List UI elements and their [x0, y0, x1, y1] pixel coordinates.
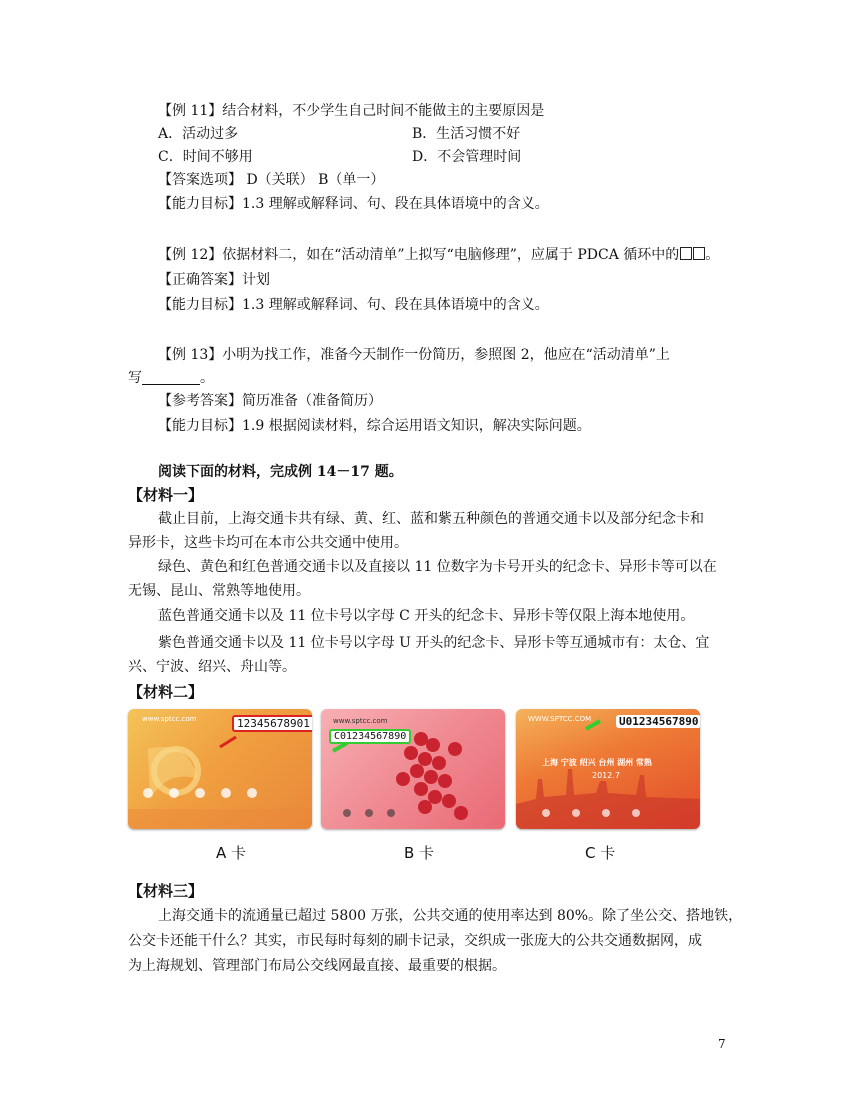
ex12-answer-label: 【正确答案】 — [158, 272, 242, 288]
ex11-answer-value: D（关联） B（单一） — [242, 172, 385, 188]
ex11-option-d: D．不会管理时间 — [412, 149, 522, 165]
ex13-ability-value: 1.9 根据阅读材料，综合运用语文知识，解决实际问题。 — [242, 418, 591, 434]
material1-title: 【材料一】 — [128, 486, 204, 504]
material1-p1-line2: 异形卡，这些卡均可在本市公共交通中使用。 — [128, 535, 408, 551]
ex12-stem — [158, 245, 719, 265]
card-b-artwork — [321, 709, 505, 829]
ex12-stem-period: 。 — [705, 247, 720, 263]
section-intro: 阅读下面的材料，完成例 14－17 题。 — [158, 464, 403, 480]
ex11-stem: 【例 11】结合材料，不少学生自己时间不能做主的主要原因是 — [158, 103, 545, 119]
material1-p1-line1: 截止目前，上海交通卡共有绿、黄、红、蓝和紫五种颜色的普通交通卡以及部分纪念卡和 — [158, 511, 704, 527]
material2-title: 【材料二】 — [128, 683, 204, 701]
ex11-answer-label: 【答案选项】 — [158, 172, 242, 188]
material1-p4-line2: 兴、宁波、绍兴、舟山等。 — [128, 659, 296, 675]
ex13-stem-pre: 写 — [128, 370, 142, 386]
card-a-caption: A 卡 — [216, 844, 247, 862]
card-c-date: 2012.7 — [592, 771, 620, 780]
card-a-number: 12345678901 — [232, 715, 312, 732]
card-c-cities: 上海 宁波 绍兴 台州 湖州 常熟 — [542, 758, 652, 767]
ex13-stem-line2 — [128, 368, 214, 388]
transit-card-c — [516, 709, 700, 829]
ex11-ability-label: 【能力目标】 — [158, 196, 242, 212]
card-c-number: U01234567890 — [616, 715, 700, 728]
ex11-answer — [158, 170, 384, 190]
material3-title: 【材料三】 — [128, 882, 204, 900]
ex13-stem-post: 。 — [200, 370, 214, 386]
ex11-option-a: A．活动过多 — [158, 126, 239, 142]
card-a-url: www.sptcc.com — [142, 715, 197, 723]
card-c-url: WWW.SPTCC.COM — [528, 715, 592, 723]
card-b-number: C01234567890 — [329, 729, 411, 744]
card-b-url: www.sptcc.com — [333, 717, 388, 725]
ex13-answer — [158, 391, 382, 411]
card-c-caption: C 卡 — [585, 844, 616, 862]
material1-p2-line2: 无锡、昆山、常熟等地使用。 — [128, 583, 310, 599]
page-number: 7 — [718, 1037, 726, 1051]
ex11-ability-value: 1.3 理解或解释词、句、段在具体语境中的含义。 — [242, 196, 549, 212]
blank-box — [680, 247, 692, 260]
ex11-ability — [158, 194, 549, 214]
material1-p2-line1: 绿色、黄色和红色普通交通卡以及直接以 11 位数字为卡号开头的纪念卡、异形卡等可以在 — [158, 559, 717, 575]
ex13-ability-label: 【能力目标】 — [158, 418, 242, 434]
material3-p1-line1: 上海交通卡的流通量已超过 5800 万张，公共交通的使用率达到 80%。除了坐公交、搭地铁， — [158, 908, 743, 924]
material3-p1-line2: 公交卡还能干什么？其实，市民每时每刻的刷卡记录，交织成一张庞大的公共交通数据网，成 — [128, 933, 702, 949]
ex13-answer-label: 【参考答案】 — [158, 393, 242, 409]
ex13-stem-line1: 【例 13】小明为找工作，准备今天制作一份简历，参照图 2，他应在“活动清单”上 — [158, 347, 670, 363]
ex13-answer-value: 简历准备（准备简历） — [242, 393, 382, 409]
material1-p3-line1: 蓝色普通交通卡以及 11 位卡号以字母 C 开头的纪念卡、异形卡等仅限上海本地使用。 — [158, 608, 695, 624]
ex12-ability — [158, 295, 549, 315]
material1-p4-line1: 紫色普通交通卡以及 11 位卡号以字母 U 开头的纪念卡、异形卡等互通城市有：太仓、宜 — [158, 635, 710, 651]
card-b-caption: B 卡 — [404, 844, 435, 862]
ex11-option-b: B．生活习惯不好 — [412, 126, 521, 142]
ex13-ability — [158, 416, 591, 436]
ex12-answer-value: 计划 — [242, 272, 270, 288]
ex12-ability-label: 【能力目标】 — [158, 297, 242, 313]
answer-blank — [142, 370, 200, 385]
ex12-answer — [158, 270, 270, 290]
ex11-option-c: C．时间不够用 — [158, 149, 253, 165]
blank-box — [693, 247, 705, 260]
transit-card-a — [128, 709, 312, 829]
ex12-ability-value: 1.3 理解或解释词、句、段在具体语境中的含义。 — [242, 297, 549, 313]
ex12-stem-text: 【例 12】依据材料二，如在“活动清单”上拟写“电脑修理”，应属于 PDCA 循环中的 — [158, 247, 680, 263]
transit-card-b — [321, 709, 505, 829]
material3-p1-line3: 为上海规划、管理部门布局公交线网最直接、最重要的根据。 — [128, 958, 506, 974]
